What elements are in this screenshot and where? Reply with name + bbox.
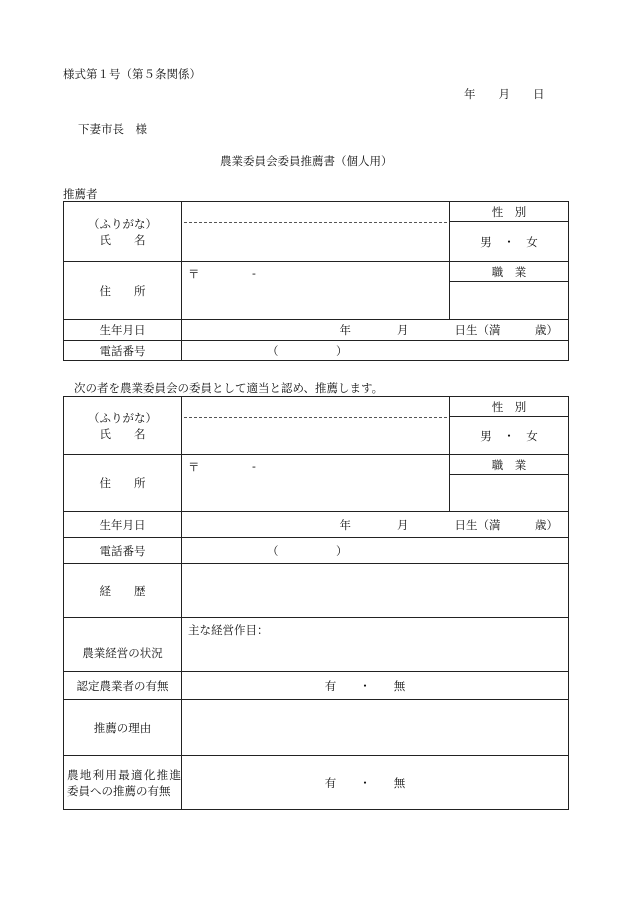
certified-farmer-options[interactable]: 有 ・ 無 bbox=[182, 672, 569, 700]
nominee-furigana-label: （ふりがな） bbox=[88, 410, 157, 425]
form-number: 様式第１号（第５条関係） bbox=[63, 67, 201, 81]
nominee-occupation-label: 職 業 bbox=[450, 455, 569, 475]
postal-mark: 〒 bbox=[188, 267, 200, 281]
birth-label: 生年月日 bbox=[64, 320, 182, 341]
address-field[interactable] bbox=[182, 262, 450, 320]
page-title: 農業委員会委員推薦書（個人用） bbox=[220, 154, 393, 168]
name-label-cell bbox=[64, 202, 182, 262]
reason-label: 推薦の理由 bbox=[64, 700, 182, 756]
gender-label: 性 別 bbox=[450, 202, 569, 222]
nominee-table bbox=[63, 396, 569, 810]
phone-field[interactable]: （ ） bbox=[182, 341, 569, 361]
recommender-heading: 推薦者 bbox=[63, 187, 98, 201]
nominee-postal-mark: 〒 bbox=[188, 460, 200, 474]
certified-farmer-label: 認定農業者の有無 bbox=[64, 672, 182, 700]
occupation-field[interactable] bbox=[450, 282, 569, 320]
nominee-postal-dash: - bbox=[252, 459, 256, 473]
nominee-name-label: 氏 名 bbox=[99, 426, 146, 441]
nominee-birth-field[interactable]: 年 月 日生（満 歳） bbox=[182, 512, 569, 538]
gender-options[interactable]: 男 ・ 女 bbox=[450, 222, 569, 262]
name-label: 氏 名 bbox=[99, 232, 146, 247]
nominee-address-field[interactable] bbox=[182, 455, 450, 512]
nominee-birth-label: 生年月日 bbox=[64, 512, 182, 538]
occupation-label: 職 業 bbox=[450, 262, 569, 282]
reason-field[interactable] bbox=[182, 700, 569, 756]
career-label: 経 歴 bbox=[64, 564, 182, 618]
nominee-furigana-divider bbox=[184, 417, 447, 418]
nominee-gender-label: 性 別 bbox=[450, 397, 569, 417]
phone-label: 電話番号 bbox=[64, 341, 182, 361]
date-line: 年 月 日 bbox=[464, 87, 545, 101]
main-crops-label: 主な経営作目： bbox=[188, 623, 269, 637]
nominee-gender-options[interactable]: 男 ・ 女 bbox=[450, 417, 569, 455]
nominee-name-field[interactable] bbox=[182, 397, 450, 455]
farm-status-field[interactable] bbox=[182, 618, 569, 672]
name-field[interactable] bbox=[182, 202, 450, 262]
nominee-occupation-field[interactable] bbox=[450, 475, 569, 512]
address-label: 住 所 bbox=[64, 262, 182, 320]
nominee-phone-label: 電話番号 bbox=[64, 538, 182, 564]
furigana-divider bbox=[184, 222, 447, 223]
furigana-label: （ふりがな） bbox=[88, 216, 157, 231]
recommendation-statement: 次の者を農業委員会の委員として適当と認め、推薦します。 bbox=[74, 381, 384, 395]
promotion-committee-options[interactable]: 有 ・ 無 bbox=[182, 756, 569, 810]
addressee: 下妻市長 様 bbox=[78, 122, 147, 136]
nominee-name-label-cell bbox=[64, 397, 182, 455]
nominee-phone-field[interactable]: （ ） bbox=[182, 538, 569, 564]
farm-status-label: 農業経営の状況 bbox=[64, 618, 182, 672]
recommender-table bbox=[63, 201, 569, 361]
birth-field[interactable]: 年 月 日生（満 歳） bbox=[182, 320, 569, 341]
career-field[interactable] bbox=[182, 564, 569, 618]
promotion-committee-label: 農地利用最適化推進委員への推薦の有無 bbox=[64, 756, 182, 810]
nominee-address-label: 住 所 bbox=[64, 455, 182, 512]
postal-dash: - bbox=[252, 266, 256, 280]
